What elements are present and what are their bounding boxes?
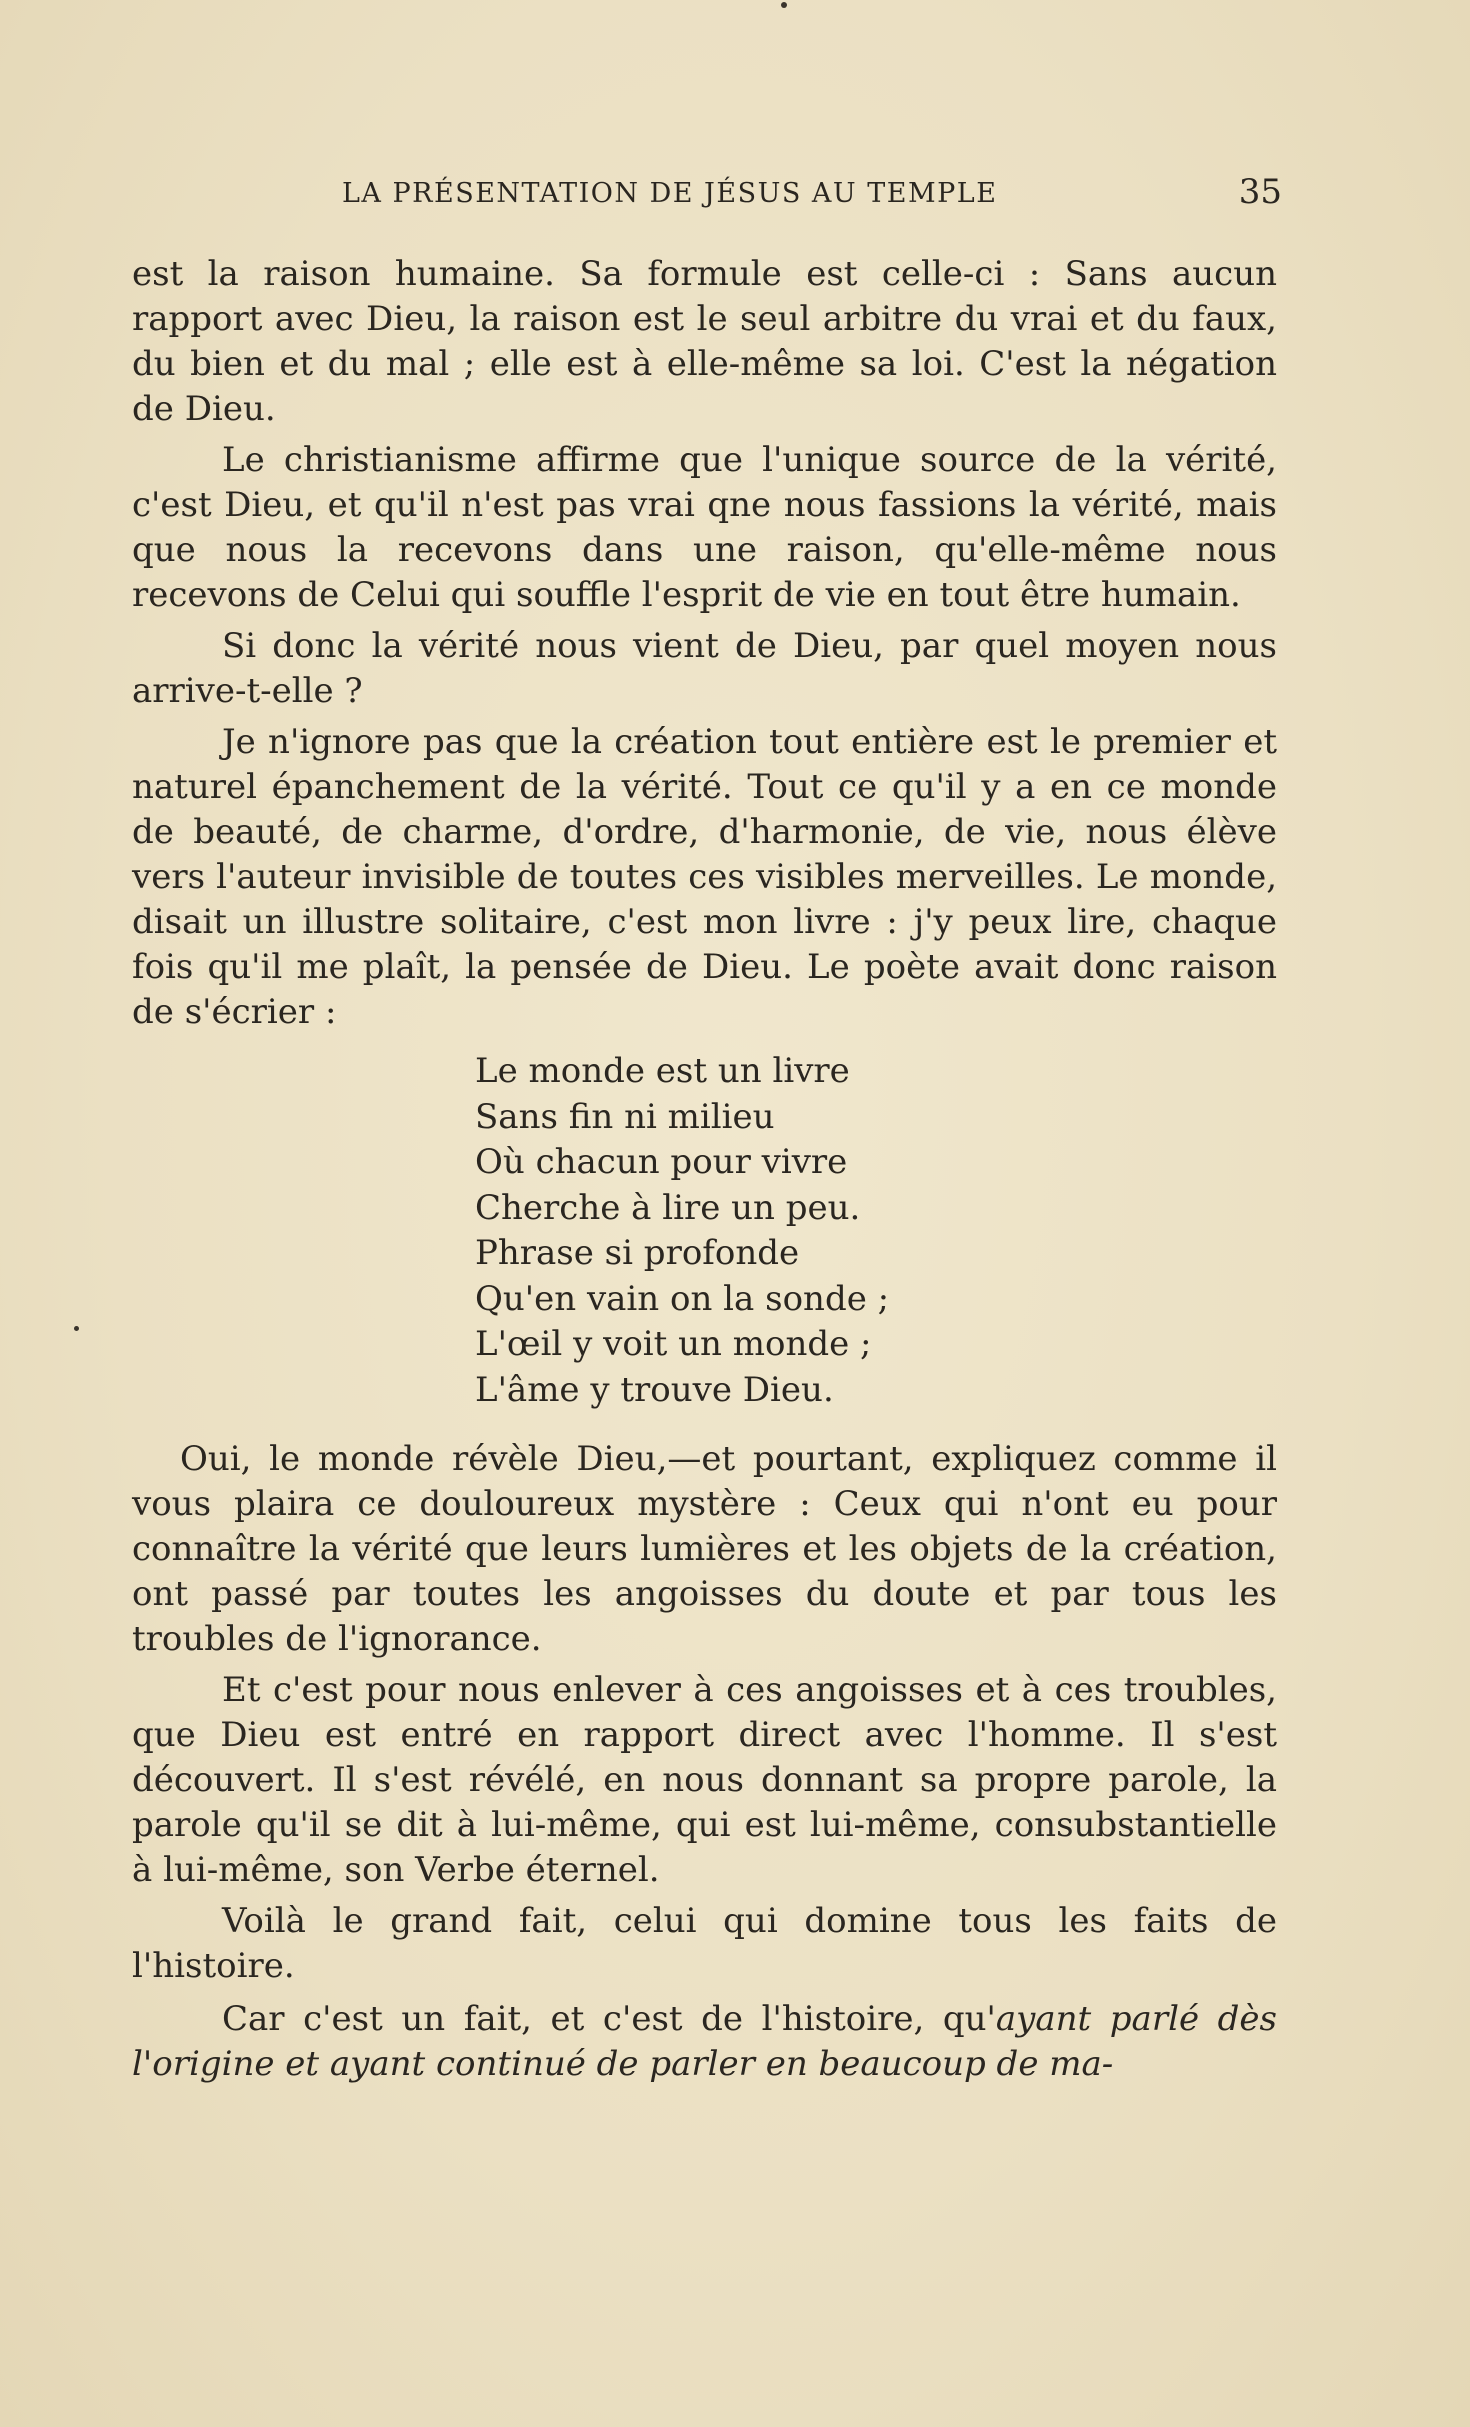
poem-line: Phrase si profonde xyxy=(475,1233,800,1273)
poem-line: Cherche à lire un peu. xyxy=(475,1187,861,1228)
poem-line: Le monde est un livre xyxy=(475,1051,850,1091)
running-head xyxy=(132,172,1282,218)
paragraph: Je n'ignore pas que la création tout entière est le premier et naturel épanchement de la vérité. Tout ce qu'il y a en ce monde de beauté, de charme, d'ordre, d'harmonie, de vie, nous élève vers l'auteur invisible de toutes ces visibles merveilles. Le monde, disait un illustre solitaire, c'est mon livre : j'y peux lire, chaque fois qu'il me plaît, la pensée de Dieu. Le poète avait donc raison de s'écrier : xyxy=(132,722,1277,1032)
poem-line: Qu'en vain on la sonde ; xyxy=(475,1278,890,1319)
paragraph-italic-text: ayant parlé dès l'origine et ayant continué de parler en beaucoup de ma- xyxy=(132,1999,1277,2084)
ink-speck xyxy=(74,1326,79,1331)
body-text xyxy=(132,252,1277,2093)
paragraph: Si donc la vérité nous vient de Dieu, par quel moyen nous arrive-t-elle ? xyxy=(132,626,1277,711)
poem-line: L'œil y voit un monde ; xyxy=(475,1324,872,1364)
poem-line: Où chacun pour vivre xyxy=(475,1142,848,1182)
ink-speck xyxy=(781,2,787,8)
poem-line: L'âme y trouve Dieu. xyxy=(475,1369,834,1410)
paragraph-last xyxy=(132,1997,1277,2087)
paragraph: est la raison humaine. Sa formule est celle-ci : Sans aucun rapport avec Dieu, la raison est le seul arbitre du vrai et du faux, du bien et du mal ; elle est à elle-même sa loi. C'est la négation de Dieu. xyxy=(132,254,1277,429)
poem-line: Sans fin ni milieu xyxy=(475,1096,775,1137)
page-number: 35 xyxy=(1238,172,1282,212)
poem xyxy=(475,1049,1277,1413)
paragraph: Et c'est pour nous enlever à ces angoisses et à ces troubles, que Dieu est entré en rapport direct avec l'homme. Il s'est découvert. Il s'est révélé, en nous donnant sa propre parole, la parole qu'il se dit à lui-même, qui est lui-même, consubstantielle à lui-même, son Verbe éternel. xyxy=(132,1670,1277,1890)
paragraph: Oui, le monde révèle Dieu,—et pourtant, expliquez comme il vous plaira ce douloureux mystère : Ceux qui n'ont eu pour connaître la vérité que leurs lumières et les objets de la création, ont passé par toutes les angoisses du doute et par tous les troubles de l'ignorance. xyxy=(132,1439,1277,1659)
running-title: LA PRÉSENTATION DE JÉSUS AU TEMPLE xyxy=(342,178,998,209)
paragraph: Voilà le grand fait, celui qui domine tous les faits de l'histoire. xyxy=(132,1901,1277,1986)
paragraph: Le christianisme affirme que l'unique source de la vérité, c'est Dieu, et qu'il n'est pas vrai qne nous fassions la vérité, mais que nous la recevons dans une raison, qu'elle-même nous recevons de Celui qui souffle l'esprit de vie en tout être humain. xyxy=(132,440,1277,615)
paragraph-roman-text: Car c'est un fait, et c'est de l'histoire, qu' xyxy=(222,1999,996,2039)
